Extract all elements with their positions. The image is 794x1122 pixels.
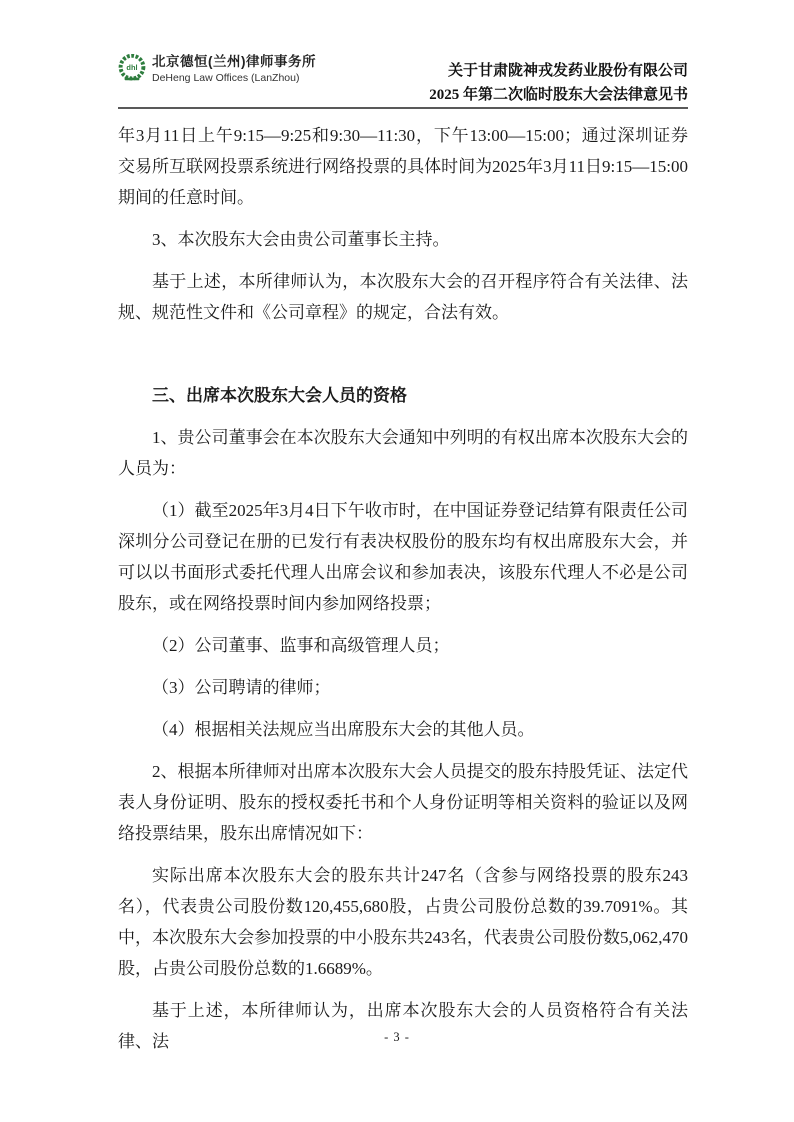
paragraph: （1）截至2025年3月4日下午收市时，在中国证券登记结算有限责任公司深圳分公司登记在册的已发行有表决权股份的股东均有权出席股东大会，并可以以书面形式委托代理人出席会议和参加表决，该股东代理人不必是公司股东，或在网络投票时间内参加网络投票； xyxy=(118,501,688,613)
paragraph: 实际出席本次股东大会的股东共计247名（含参与网络投票的股东243名），代表贵公司股份数120,455,680股，占贵公司股份总数的39.7091%。其中，本次股东大会参加投票的中小股东共243名，代表贵公司股份数5,062,470股，占贵公司股份总数的1.6689%。 xyxy=(118,866,688,978)
document-body xyxy=(118,120,688,1068)
svg-text:dhl: dhl xyxy=(126,63,138,73)
law-firm-brand xyxy=(118,54,316,85)
section-heading: 三、出席本次股东大会人员的资格 xyxy=(152,386,407,405)
paragraph: （3）公司聘请的律师； xyxy=(152,678,331,697)
law-firm-name-en: DeHeng Law Offices (LanZhou) xyxy=(152,72,300,84)
law-firm-name-cn: 北京德恒(兰州)律师事务所 xyxy=(152,54,316,69)
law-firm-name xyxy=(152,54,316,85)
paragraph: 基于上述，本所律师认为，本次股东大会的召开程序符合有关法律、法规、规范性文件和《公司章程》的规定，合法有效。 xyxy=(118,272,688,322)
document-title-line2: 2025 年第二次临时股东大会法律意见书 xyxy=(429,87,688,103)
paragraph: （4）根据相关法规应当出席股东大会的其他人员。 xyxy=(152,720,535,739)
paragraph: 2、根据本所律师对出席本次股东大会人员提交的股东持股凭证、法定代表人身份证明、股东的授权委托书和个人身份证明等相关资料的验证以及网络投票结果，股东出席情况如下： xyxy=(118,762,688,843)
deheng-logo-icon xyxy=(118,54,146,82)
document-title xyxy=(429,59,688,107)
paragraph: （2）公司董事、监事和高级管理人员； xyxy=(152,636,450,655)
paragraph: 1、贵公司董事会在本次股东大会通知中列明的有权出席本次股东大会的人员为： xyxy=(118,428,688,478)
paragraph: 基于上述，本所律师认为，出席本次股东大会的人员资格符合有关法律、法 xyxy=(118,1001,688,1051)
page-header xyxy=(118,50,688,108)
page-number: - 3 - xyxy=(384,1030,410,1044)
page-footer xyxy=(0,1030,794,1045)
header-divider xyxy=(118,107,688,109)
paragraph: 年3月11日上午9:15—9:25和9:30—11:30，下午13:00—15:00；通过深圳证券交易所互联网投票系统进行网络投票的具体时间为2025年3月11日9:15—15:00期间的任意时间。 xyxy=(118,126,688,207)
document-title-line1: 关于甘肃陇神戎发药业股份有限公司 xyxy=(447,63,688,79)
paragraph: 3、本次股东大会由贵公司董事长主持。 xyxy=(152,230,450,249)
